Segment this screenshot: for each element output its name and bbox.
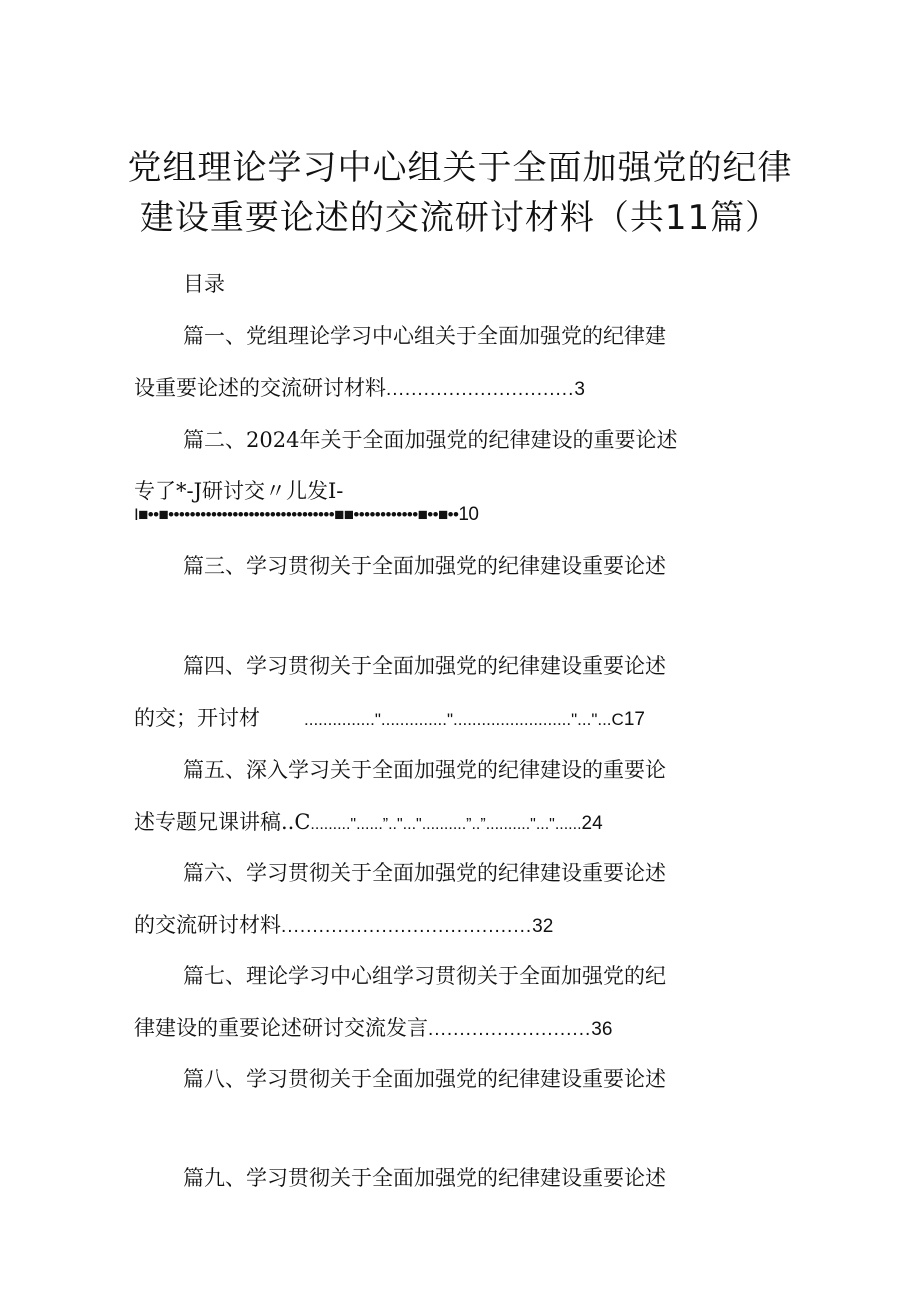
page-number: 32 <box>532 916 554 937</box>
toc-entry-7-line-2[interactable] <box>134 1012 612 1042</box>
toc-entry-6-line-2[interactable] <box>134 909 553 939</box>
toc-entry-6-title-tail: 的交流研讨材料 <box>134 913 281 937</box>
page-number: 3 <box>574 379 585 400</box>
document-title-line-2: 建设重要论述的交流研讨材料（共11篇） <box>139 198 781 238</box>
toc-entry-5-line-2[interactable] <box>134 806 603 836</box>
toc-entry-3-line-1[interactable]: 篇三、学习贯彻关于全面加强党的纪律建设重要论述 <box>183 554 666 578</box>
toc-entry-2-line-2[interactable]: 专了*-J研讨交〃儿发I- <box>134 479 344 503</box>
toc-entry-7-title-tail: 律建设的重要论述研讨交流发言 <box>134 1016 428 1040</box>
toc-entry-4-line-2[interactable] <box>134 702 645 732</box>
toc-entry-1-line-2[interactable] <box>134 372 585 402</box>
toc-entry-5-title-tail: 述专题兄课讲稿..C <box>134 810 311 834</box>
page-number: 10 <box>458 504 479 525</box>
dot-leader: ........................................ <box>281 916 533 937</box>
toc-entry-7-line-1[interactable]: 篇七、理论学习中心组学习贯彻关于全面加强党的纪 <box>183 964 666 988</box>
toc-entry-1-title-tail: 设重要论述的交流研讨材料 <box>134 376 386 400</box>
page-number: 17 <box>623 709 645 730</box>
toc-entry-4-title-tail: 的交；开讨材 <box>134 706 260 730</box>
toc-entry-8-line-1[interactable]: 篇八、学习贯彻关于全面加强党的纪律建设重要论述 <box>183 1067 666 1091</box>
page-number: 24 <box>581 813 603 834</box>
dot-leader: .......................... <box>428 1019 592 1040</box>
toc-entry-4-line-1[interactable]: 篇四、学习贯彻关于全面加强党的纪律建设重要论述 <box>183 654 666 678</box>
toc-entry-6-line-1[interactable]: 篇六、学习贯彻关于全面加强党的纪律建设重要论述 <box>183 861 666 885</box>
toc-entry-2-line-3[interactable] <box>134 504 478 526</box>
dot-leader: ...............".............."........................."..."...C <box>304 710 624 729</box>
toc-entry-2-line-1[interactable]: 篇二、2024年关于全面加强党的纪律建设的重要论述 <box>183 428 678 452</box>
dot-leader: .............................. <box>386 379 575 400</box>
toc-entry-1-line-1[interactable]: 篇一、党组理论学习中心组关于全面加强党的纪律建 <box>183 324 666 348</box>
page-number: 36 <box>591 1019 613 1040</box>
document-title-line-1: 党组理论学习中心组关于全面加强党的纪律 <box>127 148 793 188</box>
toc-entry-9-line-1[interactable]: 篇九、学习贯彻关于全面加强党的纪律建设重要论述 <box>183 1166 666 1190</box>
toc-entry-5-line-1[interactable]: 篇五、深入学习关于全面加强党的纪律建设的重要论 <box>183 758 666 782</box>
dot-leader: ........."......”.."..."..........”..”.........."..."...... <box>310 816 582 833</box>
garbled-leader: I■••■•••••••••••••••••••••••••••••••■■••••••••••••■••■•• <box>134 505 459 524</box>
toc-heading: 目录 <box>183 272 225 296</box>
